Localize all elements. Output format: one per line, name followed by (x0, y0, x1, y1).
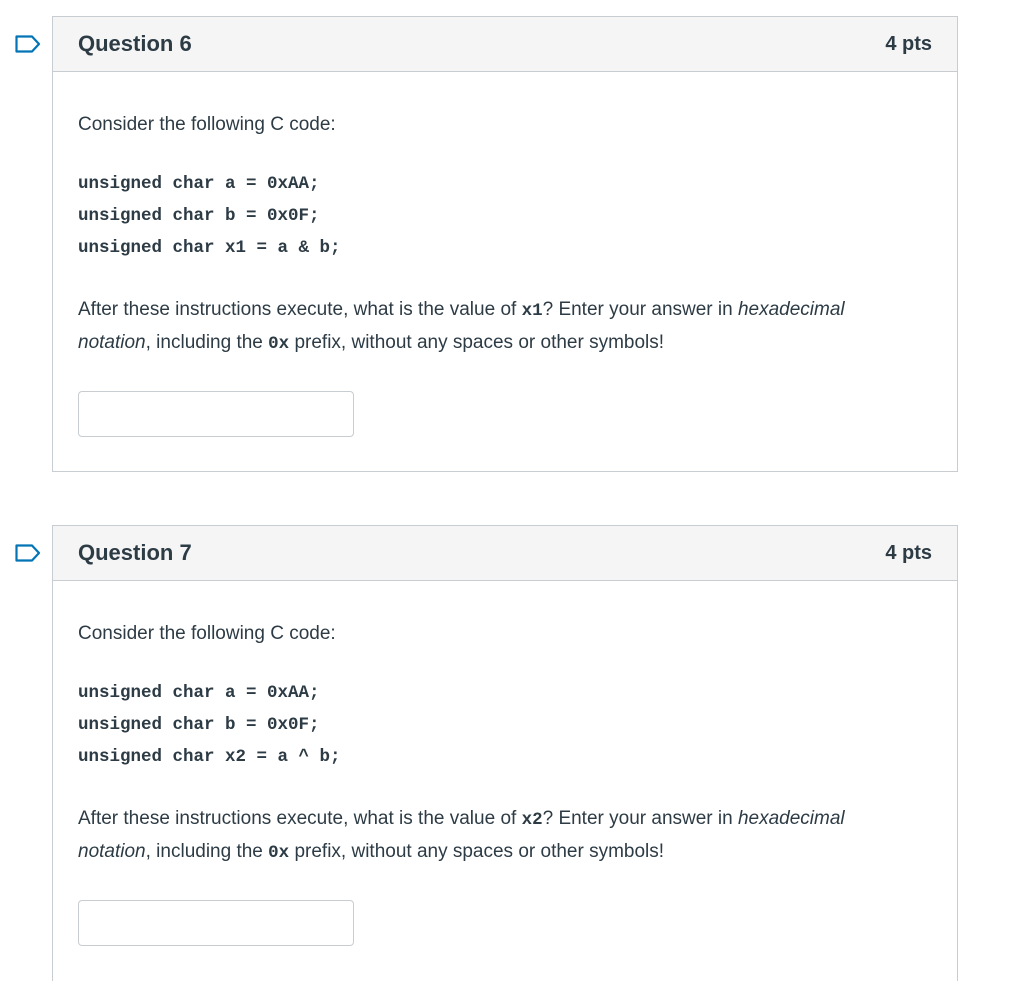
question-title: Question 6 (78, 31, 192, 56)
question-prompt: After these instructions execute, what is the value of x1? Enter your answer in hexadecimal notation, including the 0x prefix, without any spaces or other symbols! (78, 299, 845, 354)
question-title: Question 7 (78, 540, 192, 565)
question-points: 4 pts (885, 541, 932, 564)
question-body (53, 581, 957, 946)
code-line: unsigned char b = 0x0F; (78, 206, 320, 226)
code-line: unsigned char x2 = a ^ b; (78, 747, 341, 767)
emphasis-text: hexadecimal notation (78, 808, 845, 862)
bookmark-flag-icon[interactable] (15, 35, 41, 53)
question-points: 4 pts (885, 32, 932, 55)
variable-name: x1 (521, 301, 543, 321)
question-prompt: After these instructions execute, what is the value of x2? Enter your answer in hexadecimal notation, including the 0x prefix, without any spaces or other symbols! (78, 808, 845, 863)
variable-name: x2 (521, 810, 543, 830)
code-block (78, 677, 932, 773)
question-header (53, 526, 957, 581)
question-intro: Consider the following C code: (78, 114, 336, 135)
prefix-code: 0x (268, 334, 290, 354)
prefix-code: 0x (268, 843, 290, 863)
question-7-card (52, 525, 958, 981)
code-line: unsigned char x1 = a & b; (78, 238, 341, 258)
answer-input[interactable] (78, 900, 354, 946)
question-header (53, 17, 957, 72)
code-line: unsigned char b = 0x0F; (78, 715, 320, 735)
emphasis-text: hexadecimal notation (78, 299, 845, 353)
question-6-card (52, 16, 958, 472)
code-line: unsigned char a = 0xAA; (78, 174, 320, 194)
code-block (78, 168, 932, 264)
bookmark-flag-icon[interactable] (15, 544, 41, 562)
question-intro: Consider the following C code: (78, 623, 336, 644)
answer-input[interactable] (78, 391, 354, 437)
question-body (53, 72, 957, 437)
code-line: unsigned char a = 0xAA; (78, 683, 320, 703)
